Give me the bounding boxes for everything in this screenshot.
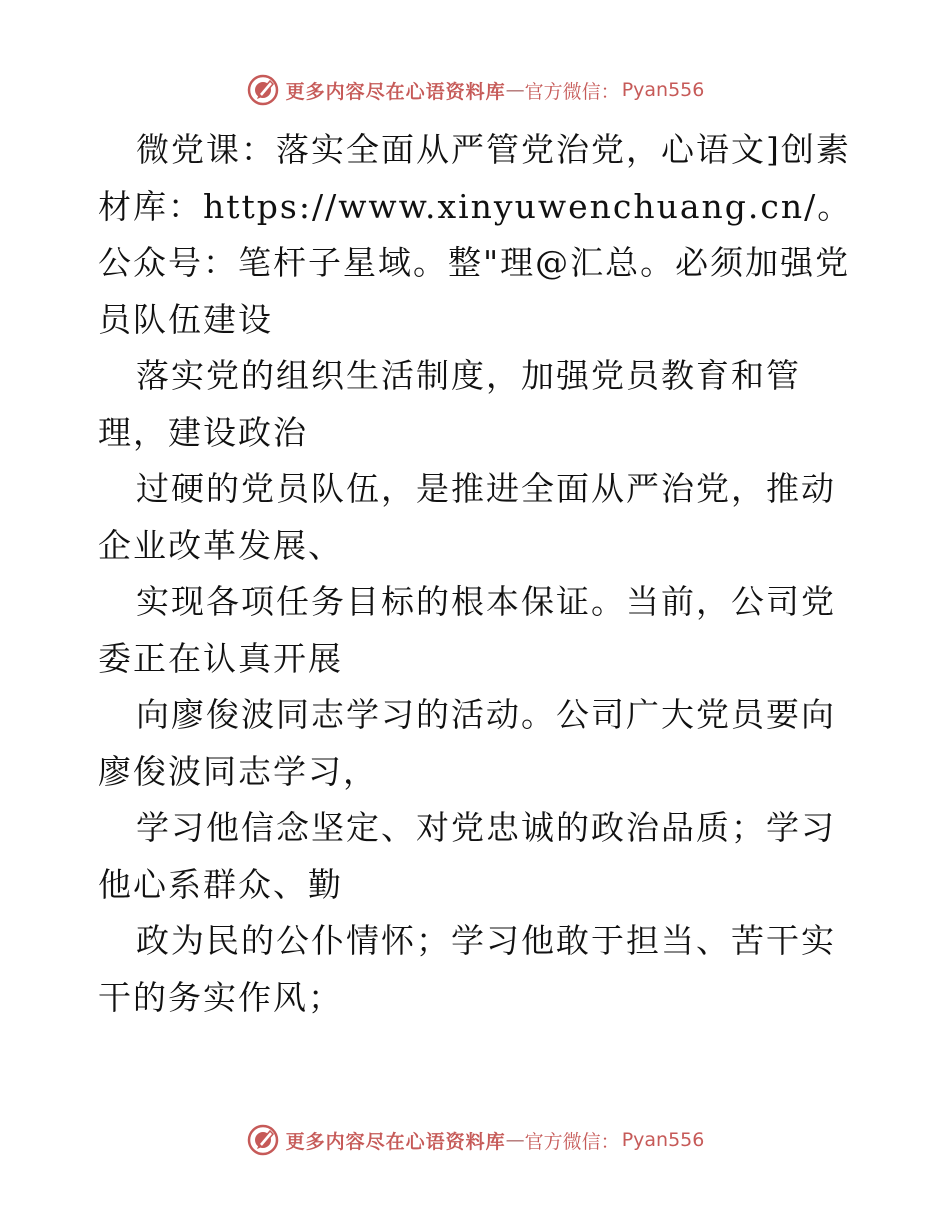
paragraph-1: 微党课：落实全面从严管党治党，心语文]创素材库：https://www.xinyuwenchuang.cn/。公众号：笔杆子星域。整"理@汇总。必须加强党员队伍建设 (98, 130, 853, 339)
banner-separator: — (505, 1129, 525, 1151)
banner-brand-text: 更多内容尽在心语资料库 (285, 1130, 506, 1153)
pen-logo-icon (246, 1123, 280, 1157)
banner-contact-label: 官方微信： (524, 1130, 620, 1153)
banner-brand-text: 更多内容尽在心语资料库 (285, 80, 506, 103)
paragraph-6: 学习他信念坚定、对党忠诚的政治品质；学习他心系群众、勤 (98, 808, 836, 904)
paragraph-3: 过硬的党员队伍，是推进全面从严治党，推动企业改革发展、 (98, 469, 836, 565)
footer-banner (0, 1120, 950, 1160)
banner-contact-id: Pyan556 (621, 1129, 705, 1151)
paragraph-7: 政为民的公仆情怀；学习他敢于担当、苦干实干的务实作风； (98, 921, 836, 1017)
paragraph-5: 向廖俊波同志学习的活动。公司广大党员要向廖俊波同志学习， (98, 695, 836, 791)
banner-separator: — (505, 79, 525, 101)
banner-contact-label: 官方微信： (524, 80, 620, 103)
banner-contact-id: Pyan556 (621, 79, 705, 101)
paragraph-2: 落实党的组织生活制度，加强党员教育和管理，建设政治 (98, 356, 801, 452)
pen-logo-icon (246, 73, 280, 107)
paragraph-4: 实现各项任务目标的根本保证。当前，公司党委正在认真开展 (98, 582, 836, 678)
document-body (98, 122, 858, 1026)
header-banner (0, 70, 950, 110)
